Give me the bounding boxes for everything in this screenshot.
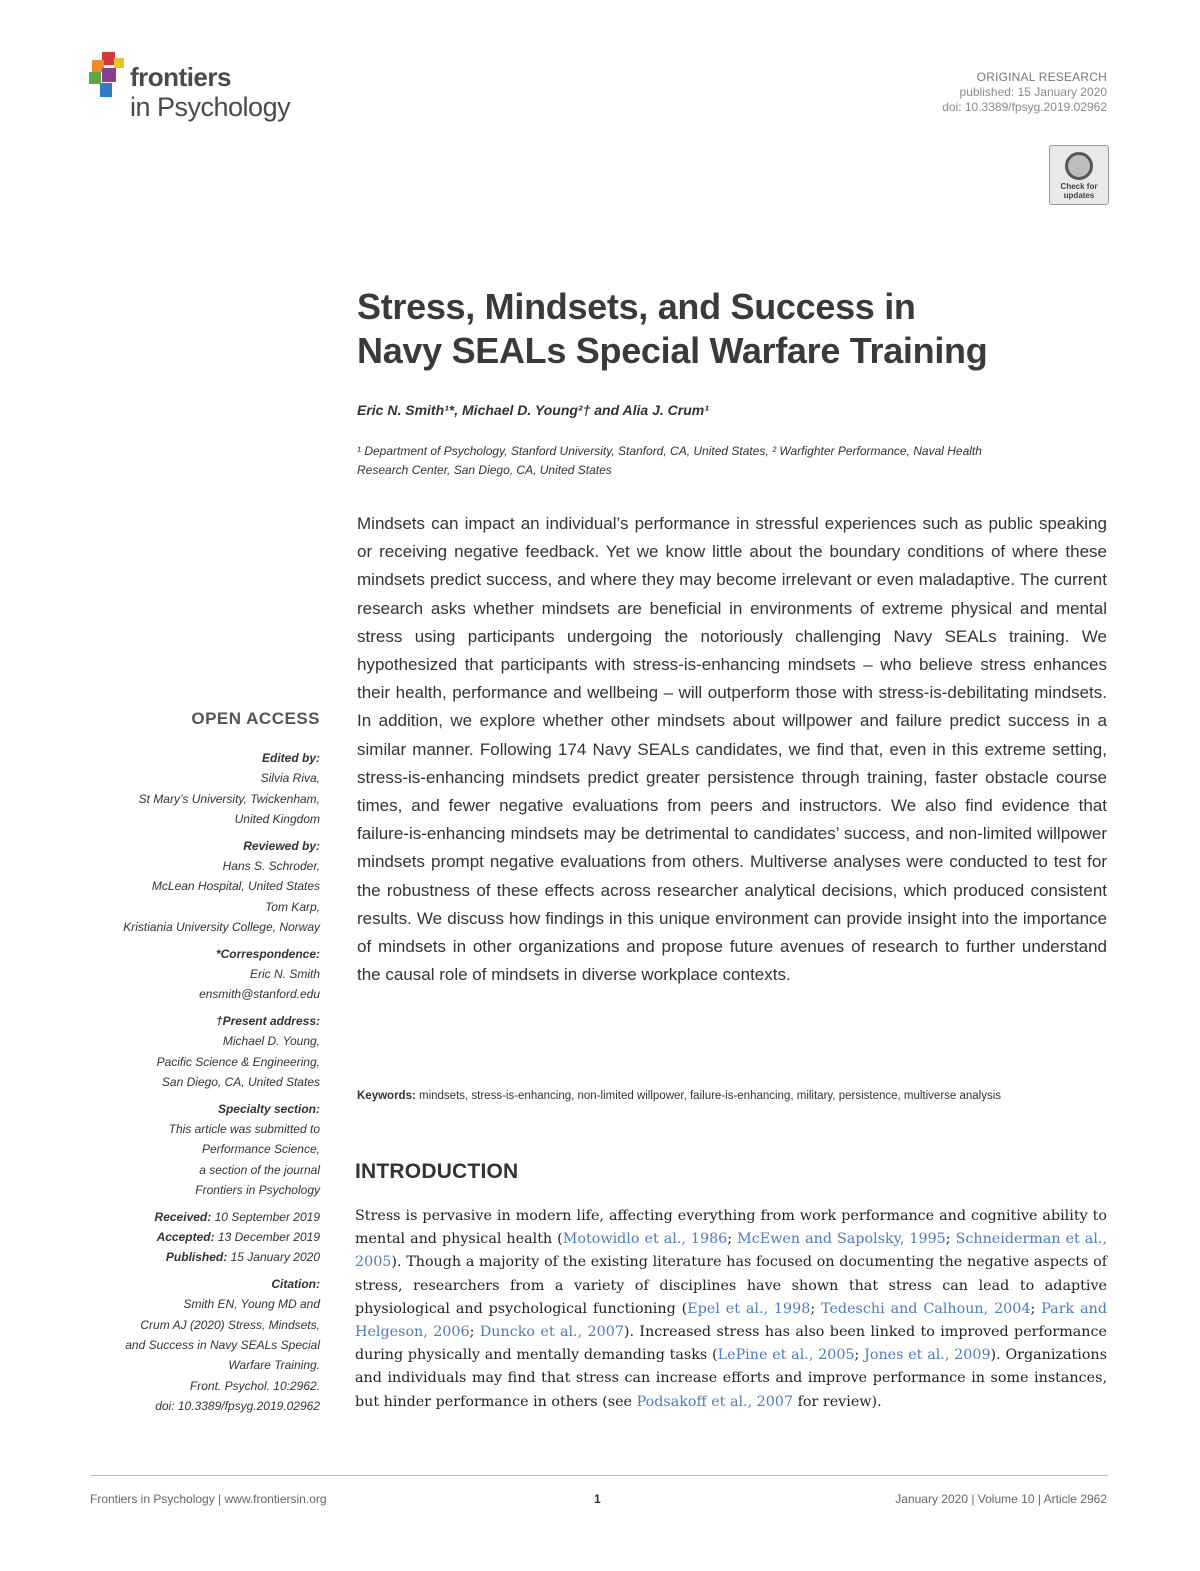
footer-journal[interactable]: Frontiers in Psychology | www.frontiersin.org [90, 1492, 327, 1506]
author-list: Eric N. Smith¹*, Michael D. Young²† and Alia J. Crum¹ [357, 402, 709, 418]
citation-link[interactable]: McEwen and Sapolsky, 1995 [737, 1231, 946, 1248]
introduction-paragraph: Stress is pervasive in modern life, affecting everything from work performance and cognitive ability to mental and physical health (Motowidlo et al., 1986; McEwen and Sapolsky, 1995; Schneiderman et al., 2005). Though a majority of the existing literature has focused on documenting the negative aspects of stress, researchers from a variety of disciplines have shown that stress can lead to adaptive physiological and psychological functioning (Epel et al., 1998; Tedeschi and Calhoun, 2004; Park and Helgeson, 2006; Duncko et al., 2007). Increased stress has also been linked to improved performance during physically and mentally demanding tasks (LePine et al., 2005; Jones et al., 2009). Organizations and individuals may find that stress can increase efforts and improve performance in some instances, but hinder performance in others (see Podsakoff et al., 2007 for review). [355, 1208, 1107, 1410]
logo-word-frontiers: frontiers [130, 62, 231, 92]
citation-link[interactable]: Motowidlo et al., 1986 [562, 1231, 728, 1248]
keywords-label: Keywords: [357, 1090, 416, 1102]
citation-link[interactable]: Duncko et al., 2007 [479, 1324, 624, 1341]
present-address: †Present address: Michael D. Young, Pacific Science & Engineering, San Diego, CA, United States [156, 1013, 320, 1090]
article-title [357, 285, 1117, 373]
frontiers-logo-icon [88, 50, 128, 100]
published-date: published: 15 January 2020 [959, 85, 1107, 99]
article-type: ORIGINAL RESEARCH [976, 70, 1107, 84]
article-doi[interactable]: doi: 10.3389/fpsyg.2019.02962 [942, 100, 1107, 114]
edited-by: Edited by: Silvia Riva, St Mary’s University, Twickenham, United Kingdom [138, 751, 320, 827]
citation: Citation: Smith EN, Young MD and Crum AJ (2020) Stress, Mindsets, and Success in Navy SEALs Special Warfare Training. Front. Psychol. 10:2962. doi: 10.3389/fpsyg.2019.02962 [125, 1276, 320, 1414]
footer-volume-info: January 2020 | Volume 10 | Article 2962 [895, 1492, 1107, 1506]
citation-link[interactable]: Tedeschi and Calhoun, 2004 [821, 1300, 1031, 1317]
check-for-updates-badge[interactable] [1049, 145, 1109, 205]
article-meta [942, 70, 1107, 115]
keywords-list: mindsets, stress-is-enhancing, non-limited willpower, failure-is-enhancing, military, persistence, multiverse analysis [415, 1090, 1002, 1102]
citation-link[interactable]: Epel et al., 1998 [687, 1300, 811, 1317]
article-dates: Received: 10 September 2019 Accepted: 13 December 2019 Published: 15 January 2020 [154, 1209, 320, 1265]
open-access-label: OPEN ACCESS [191, 709, 320, 728]
page-number: 1 [594, 1492, 601, 1506]
affiliations: ¹ Department of Psychology, Stanford University, Stanford, CA, United States, ² Warfighter Performance, Naval Health Research Center, San Diego, CA, United States [357, 444, 982, 477]
logo-word-journal: in Psychology [130, 92, 291, 122]
crossmark-icon [1065, 152, 1093, 180]
citation-link[interactable]: Schneiderman et al., 2005 [355, 1231, 1107, 1271]
citation-link[interactable]: Podsakoff et al., 2007 [636, 1393, 794, 1410]
correspondence-email[interactable]: ensmith@stanford.edu [199, 987, 320, 1002]
abstract: Mindsets can impact an individual’s performance in stressful experiences such as public speaking or receiving negative feedback. Yet we know little about the boundary conditions of where these mindsets predict success, and where they may become irrelevant or even maladaptive. The current research asks whether mindsets are beneficial in environments of extreme physical and mental stress using participants undergoing the notoriously challenging Navy SEALs training. We hypothesized that participants with stress-is-enhancing mindsets – who believe stress enhances their health, performance and wellbeing – will outperform those with stress-is-debilitating mindsets. In addition, we explore whether other mindsets about willpower and failure predict success in a similar manner. Following 174 Navy SEALs candidates, we find that, even in this extreme setting, stress-is-enhancing mindsets predict greater persistence through training, faster obstacle course times, and fewer negative evaluations from peers and instructors. We also find evidence that failure-is-enhancing mindsets may be detrimental to candidates’ success, and non-limited willpower mindsets prompt negative evaluations from others. Multiverse analyses were conducted to test for the robustness of these effects across researcher analytical decisions, which produced consistent results. We discuss how findings in this unique environment can provide insight into the importance of mindsets in other organizations and propose future avenues of research to further understand the causal role of mindsets in diverse workplace contexts. [357, 514, 1107, 985]
footer-divider [90, 1475, 1108, 1476]
title-line-2: Navy SEALs Special Warfare Training [357, 330, 988, 371]
journal-logo [88, 50, 318, 125]
citation-link[interactable]: LePine et al., 2005 [717, 1347, 855, 1364]
check-badge-text: Check for updates [1060, 182, 1098, 200]
keywords [357, 1088, 1107, 1104]
correspondence: *Correspondence: Eric N. Smith ensmith@stanford.edu [80, 944, 320, 1005]
title-line-1: Stress, Mindsets, and Success in [357, 286, 916, 327]
section-heading-introduction: INTRODUCTION [355, 1160, 519, 1183]
citation-link[interactable]: Park and Helgeson, 2006 [355, 1300, 1107, 1341]
specialty-section: Specialty section: This article was submitted to Performance Science, a section of the journal Frontiers in Psychology [168, 1101, 320, 1198]
reviewed-by: Reviewed by: Hans S. Schroder, McLean Hospital, United States Tom Karp, Kristiania University College, Norway [123, 838, 320, 935]
article-sidebar [80, 708, 320, 1423]
citation-link[interactable]: Jones et al., 2009 [864, 1347, 991, 1364]
